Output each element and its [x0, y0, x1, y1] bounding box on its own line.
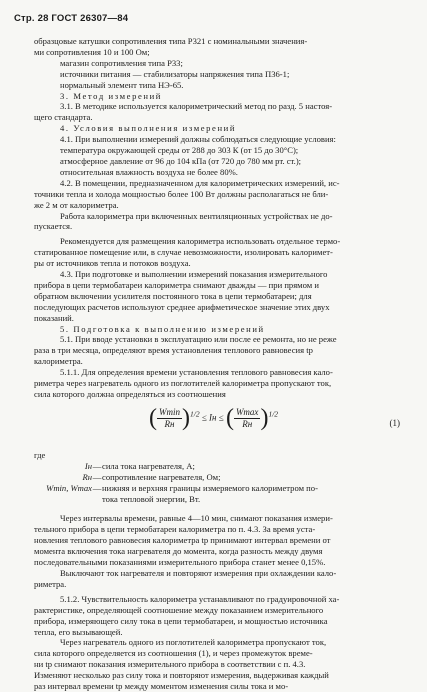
- text-line: щего стандарта.: [34, 112, 93, 123]
- text-line: прибора, измеряющего силу тока в цепи термобатареи, и мощностью источника: [34, 615, 328, 626]
- formula-rn: Rн: [164, 418, 175, 429]
- text-line: источники питания — стабилизаторы напряжения типа П36-1;: [60, 68, 290, 79]
- formula-wmin: Wmin: [159, 406, 180, 417]
- text-line: Работа калориметра при включенных вентиляционных устройствах не до-: [60, 210, 333, 221]
- text-line: раз интервал времени tр между моментом изменения силы тока и мо-: [34, 681, 289, 692]
- text-line: сила которого определяется из соотношения (1), и через промежуток време-: [34, 648, 313, 659]
- page-header: Стр. 28 ГОСТ 26307—84: [14, 13, 129, 24]
- section-title-conditions: 4. Условия выполнения измерений: [60, 123, 237, 134]
- legend-key: [34, 494, 92, 505]
- legend-text: сопротивление нагревателя, Ом;: [102, 471, 221, 482]
- text-line: 4.1. При выполнении измерений должны соблюдаться следующие условия:: [60, 134, 336, 145]
- legend-row: [34, 494, 402, 505]
- text-line: ни tр снимают показания измерительного прибора в соответствии с п. 4.3.: [34, 659, 306, 670]
- text-line: Через нагреватель одного из поглотителей калориметра пропускают ток,: [60, 637, 327, 648]
- text-line: ми сопротивления 10 и 100 Ом;: [34, 46, 150, 57]
- text-line: тельного прибора в цепи термобатареи калориметра по п. 4.3. За время уста-: [34, 524, 316, 535]
- formula-exponent: 1/2: [268, 409, 279, 419]
- legend-text: сила тока нагревателя, А;: [102, 460, 195, 471]
- formula-exponent: 1/2: [190, 409, 200, 419]
- text-line: сила которого должна определяться из соотношения: [34, 389, 226, 399]
- text-line: Изменяют несколько раз силу тока и повторяют измерения, выдерживая каждый: [34, 670, 329, 681]
- text-line: Выключают ток нагревателя и повторяют измерения при охлаждении кало-: [60, 567, 337, 578]
- page-body: [34, 36, 402, 692]
- section-title-method: 3. Метод измерений: [60, 90, 162, 101]
- text-line: Через интервалы времени, равные 4—10 мин, снимают показания измери-: [60, 513, 333, 524]
- text-line: магазин сопротивления типа Р33;: [60, 57, 183, 68]
- formula-1: [34, 404, 402, 448]
- legend-row: Iн — сила тока нагревателя, А;: [34, 461, 402, 472]
- text-line: 3.1. В методике используется калориметрический метод по разд. 5 настоя-: [60, 101, 333, 112]
- formula-rn: Rн: [242, 418, 253, 429]
- text-line: атмосферное давление от 96 до 104 кПа (от 720 до 780 мм рт. ст.);: [60, 155, 302, 166]
- text-line: 4.3. При подготовке и выполнении измерений показания измерительного: [60, 269, 328, 280]
- text-line: образцовые катушки сопротивления типа Р321 с номинальными значения-: [34, 36, 308, 46]
- legend-key: Wmin, Wmax: [46, 482, 92, 493]
- formula-number: (1): [389, 417, 400, 428]
- text-line: новления теплового равновесия калориметра tр принимают интервал времени от: [34, 535, 331, 546]
- legend-row: Rн — сопротивление нагревателя, Ом;: [34, 472, 402, 483]
- text-line: 5.1. При вводе установки в эксплуатацию или после ее ремонта, но не реже: [60, 334, 337, 345]
- text-line: тепла, его вызывающей.: [34, 626, 123, 637]
- text-line: точники тепла и холода мощностью более 100 Вт должны располагаться не бли-: [34, 188, 329, 199]
- legend-text: тока тепловой энергии, Вт.: [102, 493, 201, 504]
- legend-intro: где: [34, 449, 46, 460]
- text-line: момента включения тока нагревателя до момента, когда разность между двумя: [34, 546, 323, 557]
- formula-middle: ≤ Iн ≤: [201, 412, 224, 423]
- legend-key: Rн: [82, 471, 92, 482]
- text-line: пускается.: [34, 221, 73, 232]
- legend-key: Iн: [84, 460, 92, 471]
- text-line: Рекомендуется для размещения калориметра использовать отдельное термо-: [60, 236, 341, 247]
- text-line: риметра.: [34, 578, 67, 589]
- formula-expression: ( $\frac{Wmin}{Rн}$ )$^{1/2}$ ≤ Iн ≤ ( $\frac{Wmax}{Rн}$ )$^{1/2}$: [149, 404, 279, 431]
- formula-legend: [34, 450, 402, 505]
- text-line: статированное помещение или, в случае невозможности, изолировать калоримет-: [34, 247, 333, 258]
- text-line: прибора в цепи термобатареи калориметра снимают дважды — при прямом и: [34, 279, 319, 290]
- text-line: калориметра.: [34, 356, 83, 367]
- text-line: рактеристике, определяющей соотношение между показанием измерительного: [34, 604, 324, 615]
- text-line: последовательными показаниями измерительного прибора станет менее 0,15%.: [34, 557, 326, 568]
- text-line: нормальный элемент типа НЭ-65.: [60, 79, 184, 90]
- text-line: же 2 м от калориметра.: [34, 199, 119, 210]
- legend-text: нижняя и верхняя границы измеряемого калориметром по-: [102, 482, 318, 493]
- text-line: относительная влажность воздуха не более 80%.: [60, 166, 238, 177]
- text-line: обратном включении усилителя постоянного тока в цепи термобатареи; для: [34, 290, 312, 301]
- text-line: риметра через нагреватель одного из поглотителей калориметра пропускают ток,: [34, 378, 332, 389]
- text-line: ры от источников тепла и потоков воздуха.: [34, 258, 191, 269]
- text-line: 5.1.1. Для определения времени установления теплового равновесия кало-: [60, 367, 333, 378]
- legend-row: Wmin, Wmax — нижняя и верхняя границы измеряемого калориметром по-: [34, 483, 402, 494]
- text-line: температура окружающей среды от 288 до 303 К (от 15 до 30°С);: [60, 145, 299, 156]
- formula-wmax: Wmax: [235, 406, 259, 417]
- text-line: раза в три месяца, определяют время установления теплового равновесия tр: [34, 345, 313, 356]
- text-line: 5.1.2. Чувствительность калориметра устанавливают по градуировочной ха-: [60, 593, 340, 604]
- instrument-list: [34, 36, 402, 91]
- text-line: 4.2. В помещении, предназначенном для калориметрических измерений, ис-: [60, 177, 340, 188]
- text-line: показаний.: [34, 312, 74, 323]
- section-title-preparation: 5. Подготовка к выполнению измерений: [60, 323, 265, 334]
- text-line: последующих расчетов используют среднее арифметическое значение этих двух: [34, 301, 330, 312]
